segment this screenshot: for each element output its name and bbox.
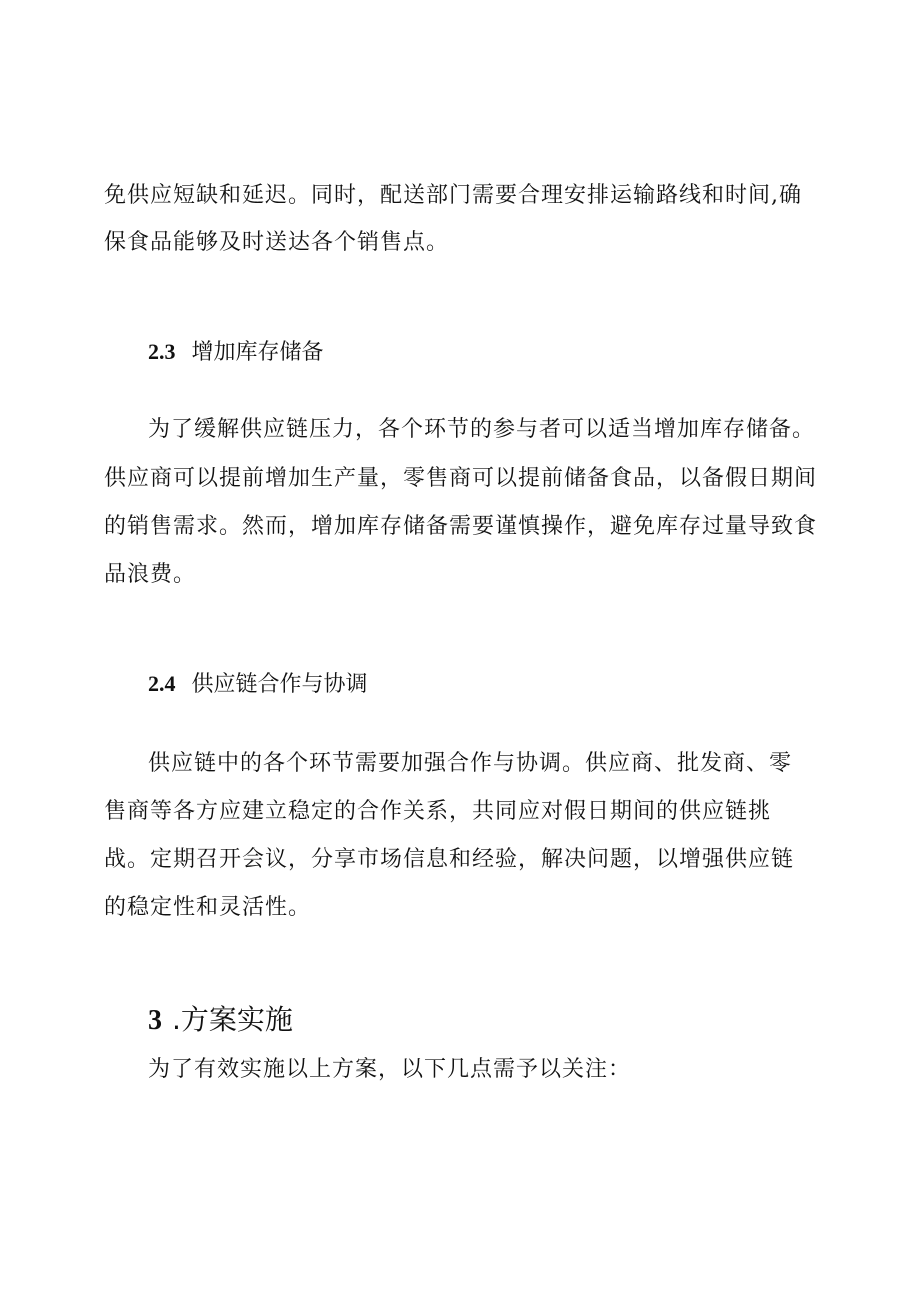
paragraph-line: 为了缓解供应链压力，各个环节的参与者可以适当增加库存储备。 xyxy=(148,417,816,442)
paragraph-line: 供应链中的各个环节需要加强合作与协调。供应商、批发商、零 xyxy=(148,751,793,776)
section-heading-2-4 xyxy=(148,669,368,700)
section-heading-2-3 xyxy=(148,337,324,368)
paragraph-line: 战。定期召开会议，分享市场信息和经验，解决问题，以增强供应链 xyxy=(104,847,795,872)
section-number: 3 xyxy=(148,1005,162,1036)
section-heading-3 xyxy=(148,1002,293,1039)
section-number: 2.3 xyxy=(148,339,176,364)
paragraph-line: 为了有效实施以上方案，以下几点需予以关注： xyxy=(148,1057,632,1082)
paragraph-line: 供应商可以提前增加生产量，零售商可以提前储备食品，以备假日期间 xyxy=(104,466,818,491)
paragraph-line: 的稳定性和灵活性。 xyxy=(104,895,312,920)
paragraph-line: 保食品能够及时送达各个销售点。 xyxy=(104,230,450,255)
section-number: 2.4 xyxy=(148,671,176,696)
paragraph-line: 售商等各方应建立稳定的合作关系，共同应对假日期间的供应链挑 xyxy=(104,799,772,824)
paragraph-line: 的销售需求。然而，增加库存储备需要谨慎操作，避免库存过量导致食 xyxy=(104,514,818,539)
section-title: .方案实施 xyxy=(172,1003,293,1036)
section-title: 供应链合作与协调 xyxy=(191,672,368,697)
section-title: 增加库存储备 xyxy=(191,340,324,365)
paragraph-line: 品浪费。 xyxy=(104,562,197,587)
paragraph-line: 免供应短缺和延迟。同时，配送部门需要合理安排运输路线和时间,确 xyxy=(104,183,802,208)
